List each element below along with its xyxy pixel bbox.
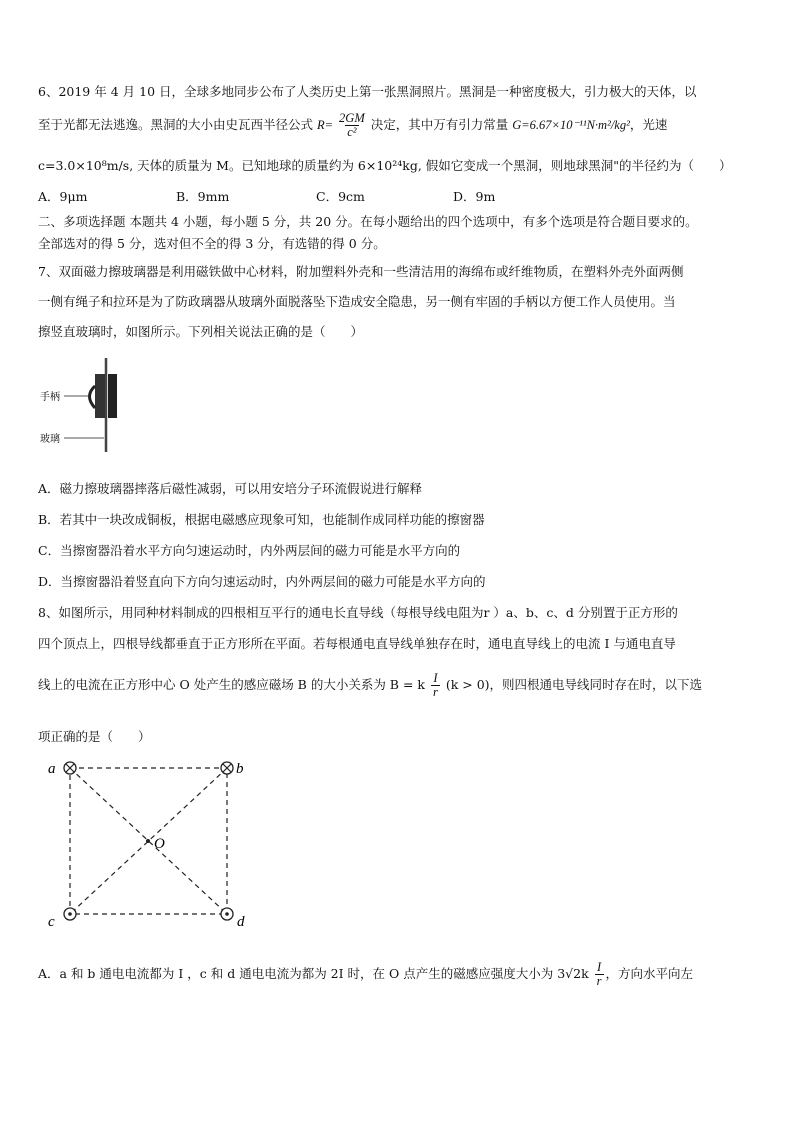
q8-line4: 项正确的是（ ） <box>38 729 151 744</box>
label-d: d <box>237 914 245 930</box>
q6-option-a: A．9μm <box>38 189 88 204</box>
q8-option-a <box>38 961 693 988</box>
q7-figure <box>38 356 128 454</box>
q8-figure <box>40 756 270 934</box>
q6-line1: 6、2019 年 4 月 10 日，全球多地同步公布了人类历史上第一张黑洞照片。黑洞是一种密度极大，引力极大的天体，以 <box>38 84 697 99</box>
wire-a-into-page-icon <box>64 762 76 774</box>
q7-line2: 一侧有绳子和拉环是为了防政璃器从玻璃外面脱落坠下造成安全隐患，另一侧有牢固的手柄以方便工作人员使用。当 <box>38 294 676 309</box>
q8-option-a-tail: ，方向水平向左 <box>605 966 694 981</box>
q8-line1: 8、如图所示，用同种材料制成的四根相互平行的通电长直导线（每根导线电阻为r ）a、b、c、d 分别置于正方形的 <box>38 605 678 620</box>
q6-line2-b: 决定，其中万有引力常量 <box>370 117 513 132</box>
handle-label: 手柄 <box>40 392 60 403</box>
q6-line3: c=3.0×10⁸m/s, 天体的质量为 M。已知地球的质量约为 6×10²⁴kg, 假如它变成一个黑洞，则地球黑洞"的半径约为（ ） <box>38 158 732 173</box>
wire-b-into-page-icon <box>221 762 233 774</box>
wire-c-out-of-page-icon <box>64 908 76 920</box>
q7-option-b: B．若其中一块改成铜板，根据电磁感应现象可知，也能制作成同样功能的擦窗器 <box>38 512 485 527</box>
q7-line1: 7、双面磁力擦玻璃器是利用磁铁做中心材料，附加塑料外壳和一些清洁用的海绵布或纤维物质，在塑料外壳外面两侧 <box>38 264 684 279</box>
handle-shape <box>90 386 96 408</box>
wire-d-out-of-page-icon <box>221 908 233 920</box>
section2-line1: 二、多项选择题 本题共 4 小题，每小题 5 分，共 20 分。在每小题给出的四个选项中，有多个选项是符合题目要求的。 <box>38 214 698 229</box>
q8-fraction <box>431 672 440 699</box>
wiper-outer <box>108 374 117 418</box>
section2-line2: 全部选对的得 5 分，选对但不全的得 3 分，有选错的得 0 分。 <box>38 236 386 251</box>
center-point <box>146 839 150 843</box>
q8-line3-b: (k > 0)，则四根通电导线同时存在时，以下选 <box>445 677 703 692</box>
q6-line2 <box>38 112 667 139</box>
q6-option-c: C．9cm <box>316 189 365 204</box>
label-a: a <box>48 761 56 777</box>
q6-r-symbol: R= <box>316 118 334 132</box>
q6-line2-a: 至于光都无法逃逸。黑洞的大小由史瓦西半径公式 <box>38 117 317 132</box>
q6-frac-num: 2GM <box>339 111 365 125</box>
q6-option-b: B．9mm <box>176 189 230 204</box>
q7-option-c: C．当擦窗器沿着水平方向匀速运动时，内外两层间的磁力可能是水平方向的 <box>38 543 461 558</box>
glass-label: 玻璃 <box>40 434 60 445</box>
q8-line2: 四个顶点上，四根导线都垂直于正方形所在平面。若每根通电直导线单独存在时，通电直导线上的电流 I 与通电直导 <box>38 636 676 651</box>
label-o: O <box>154 836 165 852</box>
q7-option-a: A．磁力擦玻璃器摔落后磁性减弱，可以用安培分子环流假说进行解释 <box>38 481 423 496</box>
q8-frac-den: r <box>432 685 438 699</box>
q6-option-d: D．9m <box>453 189 496 204</box>
q8-line3 <box>38 672 702 699</box>
label-b: b <box>236 761 244 777</box>
q8-frac-num: I <box>433 671 438 685</box>
q6-frac-den: c² <box>347 125 357 139</box>
label-c: c <box>48 914 55 930</box>
q8-option-a-fraction <box>595 961 604 988</box>
q8-option-a-num: I <box>597 960 602 974</box>
q8-line3-a: 线上的电流在正方形中心 O 处产生的感应磁场 B 的大小关系为 B = k <box>38 677 425 692</box>
q6-line2-c: ，光速 <box>629 117 668 132</box>
q8-option-a-den: r <box>596 974 602 988</box>
wiper-inner <box>95 374 105 418</box>
q7-option-d: D．当擦窗器沿着竖直向下方向匀速运动时，内外两层间的磁力可能是水平方向的 <box>38 574 486 589</box>
q7-line3: 擦竖直玻璃时，如图所示。下列相关说法正确的是（ ） <box>38 324 364 339</box>
q6-g-value: G=6.67×10⁻¹¹N·m²/kg² <box>512 118 630 132</box>
q8-option-a-text: A．a 和 b 通电电流都为 I ，c 和 d 通电电流为都为 2I 时，在 O 点产生的磁感应强度大小为 3√2k <box>38 966 589 981</box>
q6-formula-fraction <box>339 112 365 139</box>
